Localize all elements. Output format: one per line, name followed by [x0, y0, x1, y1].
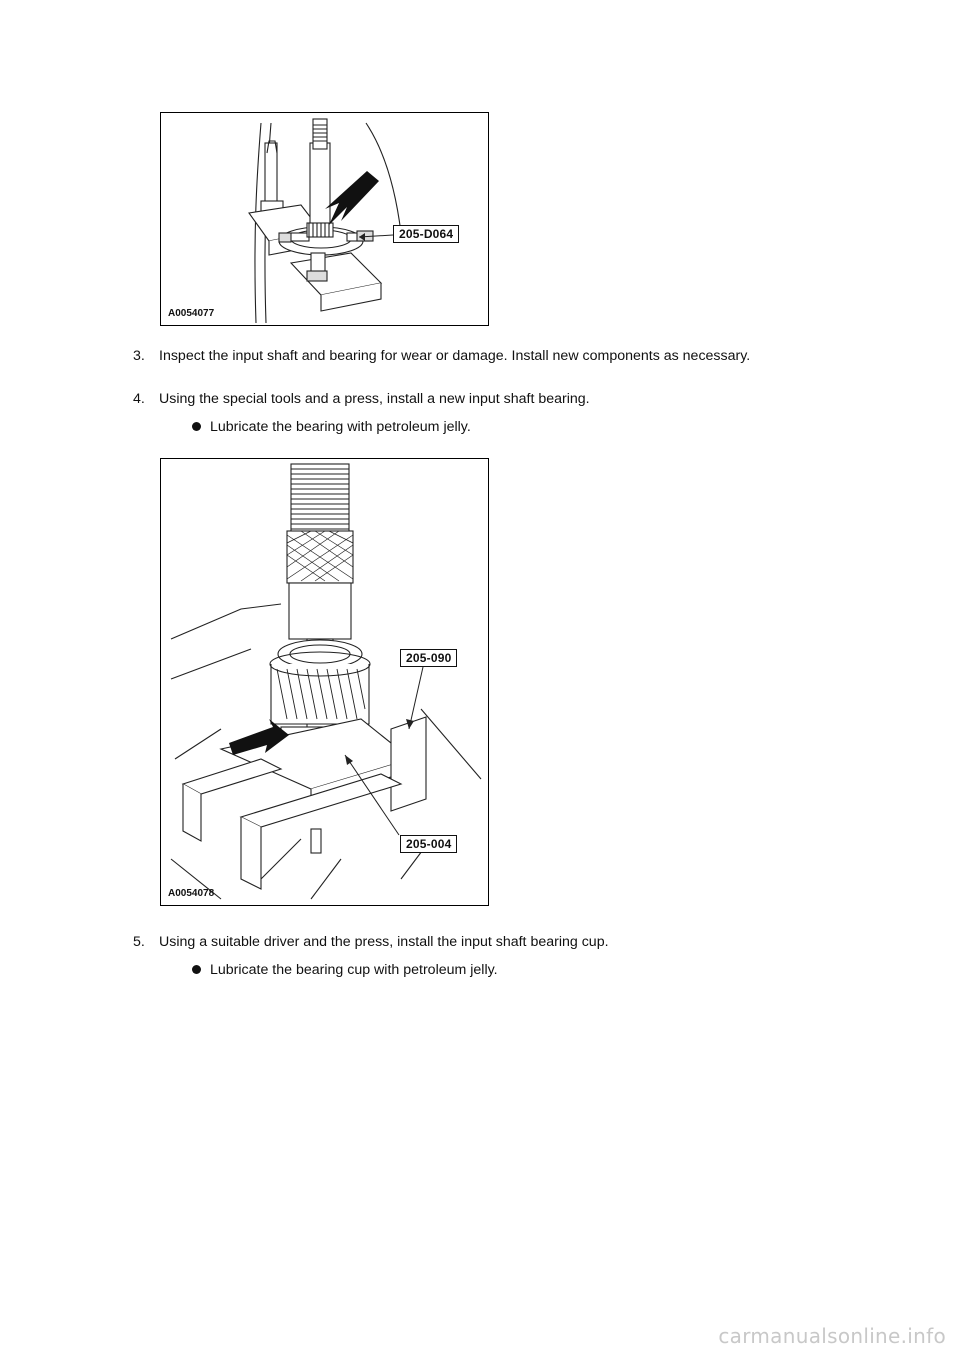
- watermark: carmanualsonline.info: [718, 1324, 946, 1348]
- step-5-text: Using a suitable driver and the press, install the input shaft bearing cup.: [159, 934, 609, 950]
- callout-205-090: 205-090: [400, 649, 457, 667]
- step-4-number: 4.: [133, 391, 145, 407]
- step-5-bullet-text: Lubricate the bearing cup with petroleum jelly.: [210, 962, 498, 978]
- callout-205-004: 205-004: [400, 835, 457, 853]
- step-4-bullet-text: Lubricate the bearing with petroleum jelly.: [210, 419, 471, 435]
- figure-1-illustration: [161, 113, 488, 325]
- figure-2: [160, 458, 489, 906]
- step-4-text: Using the special tools and a press, install a new input shaft bearing.: [159, 391, 590, 407]
- step-3-number: 3.: [133, 348, 145, 364]
- figure-1: [160, 112, 489, 326]
- step-3-text: Inspect the input shaft and bearing for wear or damage. Install new components as necessary.: [159, 348, 751, 364]
- callout-205-D064: 205-D064: [393, 225, 459, 243]
- bullet-dot: [192, 422, 201, 431]
- figure-2-id-label: A0054078: [168, 888, 215, 899]
- bullet-dot: [192, 965, 201, 974]
- step-5-number: 5.: [133, 934, 145, 950]
- figure-1-id-label: A0054077: [168, 308, 215, 319]
